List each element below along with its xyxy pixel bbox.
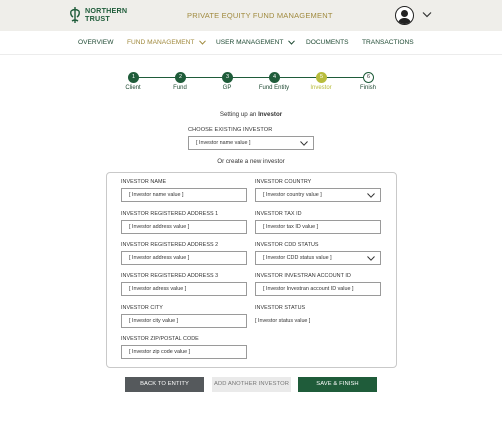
city-input[interactable]: [ Investor city value ] bbox=[121, 314, 247, 328]
chevron-down-icon bbox=[367, 193, 375, 198]
nav-transactions-label: TRANSACTIONS bbox=[362, 39, 414, 46]
nav-transactions[interactable] bbox=[362, 39, 414, 46]
back-to-entity-button[interactable]: BACK TO ENTITY bbox=[125, 377, 204, 392]
tax-id-input[interactable]: [ Investor tax ID value ] bbox=[255, 220, 381, 234]
address-1-input[interactable]: [ Investor address value ] bbox=[121, 220, 247, 234]
step-label-finish: Finish bbox=[359, 85, 376, 91]
app-title: PRIVATE EQUITY FUND MANAGEMENT bbox=[187, 11, 333, 20]
add-another-investor-button[interactable]: ADD ANOTHER INVESTOR bbox=[212, 377, 291, 392]
step-circle-gp[interactable]: 3 bbox=[222, 72, 233, 83]
step-label-fund: Fund bbox=[173, 85, 187, 91]
country-value: [ Investor country value ] bbox=[263, 192, 322, 198]
step-label-investor: Investor bbox=[310, 85, 332, 91]
address-3-input[interactable]: [ Investor adress value ] bbox=[121, 282, 247, 296]
step-circle-fund[interactable]: 2 bbox=[175, 72, 186, 83]
nav-overview-label: OVERVIEW bbox=[78, 39, 114, 46]
status-value: [ Investor status value ] bbox=[255, 318, 311, 324]
address-2-input[interactable]: [ Investor address value ] bbox=[121, 251, 247, 265]
address-2-label: INVESTOR REGISTERED ADDRESS 2 bbox=[121, 242, 219, 248]
user-icon[interactable] bbox=[395, 6, 414, 25]
cdd-status-value: [ Investor CDD status value ] bbox=[263, 255, 332, 261]
investran-id-label: INVESTOR INVESTRAN ACCOUNT ID bbox=[255, 273, 351, 279]
stepper-track bbox=[133, 77, 368, 78]
cdd-status-select[interactable] bbox=[255, 251, 381, 265]
nav-overview[interactable] bbox=[78, 39, 113, 46]
address-3-label: INVESTOR REGISTERED ADDRESS 3 bbox=[121, 273, 219, 279]
zip-label: INVESTOR ZIP/POSTAL CODE bbox=[121, 336, 199, 342]
step-label-client: Client bbox=[125, 85, 141, 91]
logo-line-1: NORTHERN bbox=[85, 6, 128, 15]
chevron-down-icon bbox=[288, 40, 295, 45]
chevron-down-icon bbox=[199, 40, 206, 45]
logo-icon bbox=[68, 6, 82, 24]
setup-heading bbox=[0, 111, 502, 118]
step-circle-investor[interactable]: 5 bbox=[316, 72, 327, 83]
step-circle-client[interactable]: 1 bbox=[128, 72, 139, 83]
tax-id-label: INVESTOR TAX ID bbox=[255, 211, 302, 217]
choose-existing-select[interactable] bbox=[188, 136, 314, 150]
nav-documents[interactable] bbox=[306, 39, 349, 46]
zip-input[interactable]: [ Investor zip code value ] bbox=[121, 345, 247, 359]
chevron-down-icon bbox=[367, 256, 375, 261]
investran-id-input[interactable]: [ Investor Investran account ID value ] bbox=[255, 282, 381, 296]
choose-existing-value: [ Investor name value ] bbox=[196, 140, 251, 146]
choose-existing-label: CHOOSE EXISTING INVESTOR bbox=[188, 127, 273, 133]
step-label-fund-entity: Fund Entity bbox=[258, 85, 290, 91]
step-circle-fund-entity[interactable]: 4 bbox=[269, 72, 280, 83]
northern-trust-logo[interactable] bbox=[68, 6, 127, 24]
step-circle-finish: 6 bbox=[363, 72, 374, 83]
setup-heading-entity: Investor bbox=[258, 111, 283, 118]
top-header bbox=[0, 0, 502, 31]
address-1-label: INVESTOR REGISTERED ADDRESS 1 bbox=[121, 211, 219, 217]
city-label: INVESTOR CITY bbox=[121, 305, 163, 311]
chevron-down-icon[interactable] bbox=[422, 11, 432, 18]
logo-line-2: TRUST bbox=[85, 14, 110, 23]
save-and-finish-button[interactable]: SAVE & FINISH bbox=[298, 377, 377, 392]
nav-fund-management[interactable] bbox=[127, 39, 206, 46]
nav-user-management[interactable] bbox=[216, 39, 295, 46]
investor-name-input[interactable]: [ Investor name value ] bbox=[121, 188, 247, 202]
nav-user-management-label: USER MANAGEMENT bbox=[216, 39, 284, 46]
country-label: INVESTOR COUNTRY bbox=[255, 179, 312, 185]
nav-documents-label: DOCUMENTS bbox=[306, 39, 349, 46]
investor-name-label: INVESTOR NAME bbox=[121, 179, 167, 185]
chevron-down-icon bbox=[300, 141, 308, 146]
cdd-status-label: INVESTOR CDD STATUS bbox=[255, 242, 319, 248]
nav-fund-management-label: FUND MANAGEMENT bbox=[127, 39, 195, 46]
main-nav bbox=[0, 31, 502, 55]
step-label-gp: GP bbox=[222, 85, 232, 91]
setup-heading-prefix: Setting up an bbox=[219, 111, 257, 118]
or-create-text: Or create a new investor bbox=[217, 158, 285, 165]
country-select[interactable] bbox=[255, 188, 381, 202]
status-label: INVESTOR STATUS bbox=[255, 305, 306, 311]
